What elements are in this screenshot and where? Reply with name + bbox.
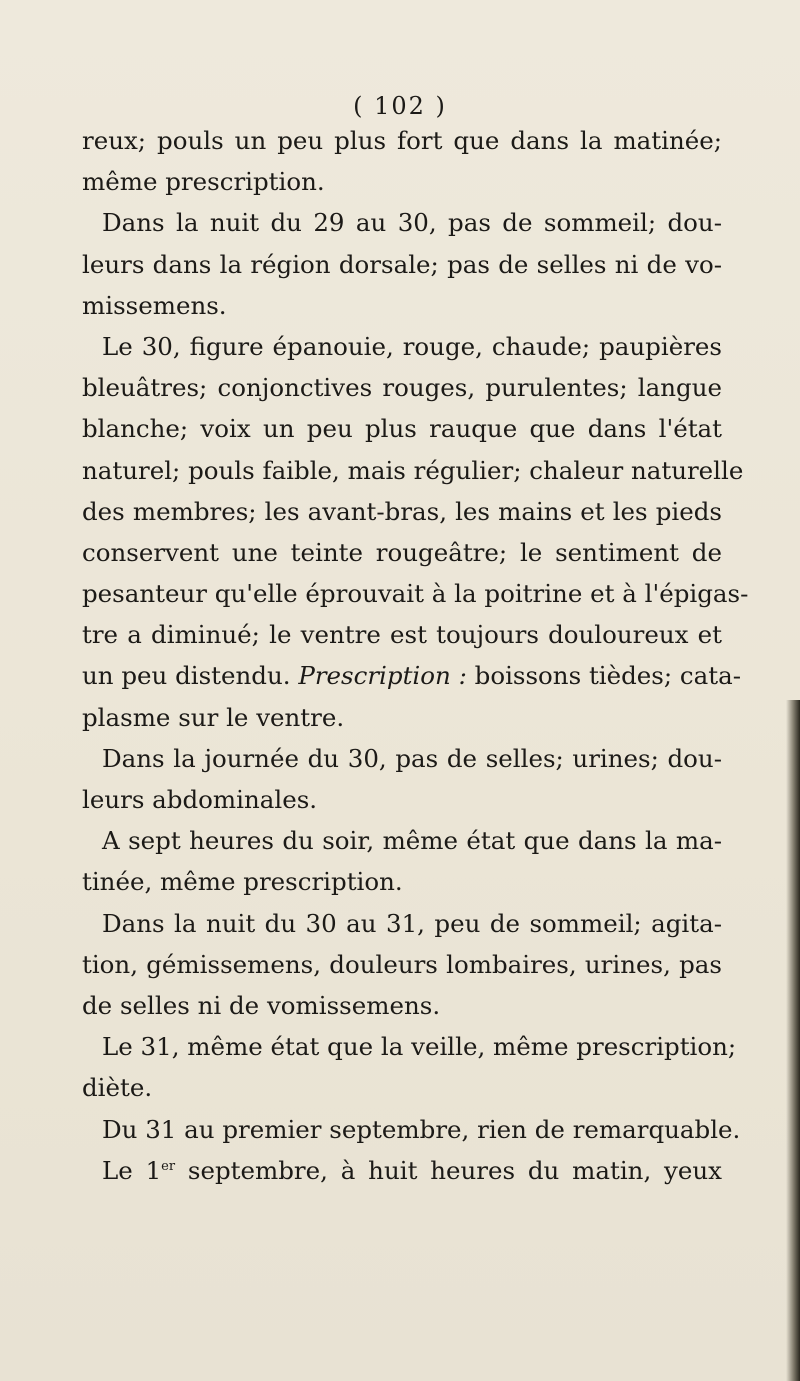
ordinal-superscript: er bbox=[161, 1158, 176, 1174]
text-line: leurs abdominales. bbox=[82, 785, 318, 814]
text-line: diète. bbox=[82, 1073, 153, 1103]
text-line: reux; pouls un peu plus fort que dans la matinée; bbox=[82, 126, 722, 155]
page-number: ( 102 ) bbox=[353, 92, 447, 120]
text-line: des membres; les avant-bras, les mains et les pieds bbox=[82, 496, 722, 526]
text-line: Le 30, figure épanouie, rouge, chaude; paupières bbox=[102, 331, 722, 361]
text-segment: boissons tièdes; cata- bbox=[474, 661, 741, 691]
text-line: Dans la journée du 30, pas de selles; urines; dou- bbox=[102, 743, 722, 773]
text-line bbox=[82, 655, 741, 696]
text-line: même prescription. bbox=[82, 167, 325, 197]
text-line: tinée, même prescription. bbox=[82, 867, 403, 897]
text-line: Le 31, même état que la veille, même prescription; bbox=[102, 1032, 737, 1062]
text-line: A sept heures du soir, même état que dans la ma- bbox=[102, 826, 722, 856]
text-line: conservent une teinte rougeâtre; le sentiment de bbox=[82, 537, 722, 567]
text-line: tre a diminué; le ventre est toujours douloureux et bbox=[82, 620, 722, 650]
text-line: leurs dans la région dorsale; pas de selles ni de vo- bbox=[82, 249, 722, 279]
text-line: tion, gémissemens, douleurs lombaires, urines, pas bbox=[82, 949, 722, 979]
text-line: bleuâtres; conjonctives rouges, purulentes; langue bbox=[82, 373, 722, 403]
text-line bbox=[82, 1150, 722, 1191]
body-text bbox=[82, 120, 749, 1191]
text-line: plasme sur le ventre. bbox=[82, 702, 345, 732]
text-line: de selles ni de vomissemens. bbox=[82, 990, 441, 1020]
page-edge-shadow bbox=[786, 700, 800, 1381]
text-line: Du 31 au premier septembre, rien de remarquable. bbox=[102, 1114, 741, 1144]
text-line: Dans la nuit du 29 au 30, pas de sommeil; dou- bbox=[102, 208, 722, 238]
text-line: Dans la nuit du 30 au 31, peu de sommeil; agita- bbox=[102, 908, 722, 938]
text-line: blanche; voix un peu plus rauque que dans l'état bbox=[82, 414, 722, 444]
text-line: naturel; pouls faible, mais régulier; chaleur naturelle bbox=[82, 455, 744, 485]
text-segment: septembre, à huit heures du matin, yeux bbox=[187, 1155, 722, 1185]
text-line: missemens. bbox=[82, 290, 227, 320]
text-segment: Le 1 bbox=[102, 1155, 162, 1185]
prescription-label: Prescription : bbox=[298, 661, 467, 691]
text-segment: un peu distendu. bbox=[82, 661, 291, 691]
text-line: pesanteur qu'elle éprouvait à la poitrine et à l'épigas- bbox=[82, 579, 749, 609]
